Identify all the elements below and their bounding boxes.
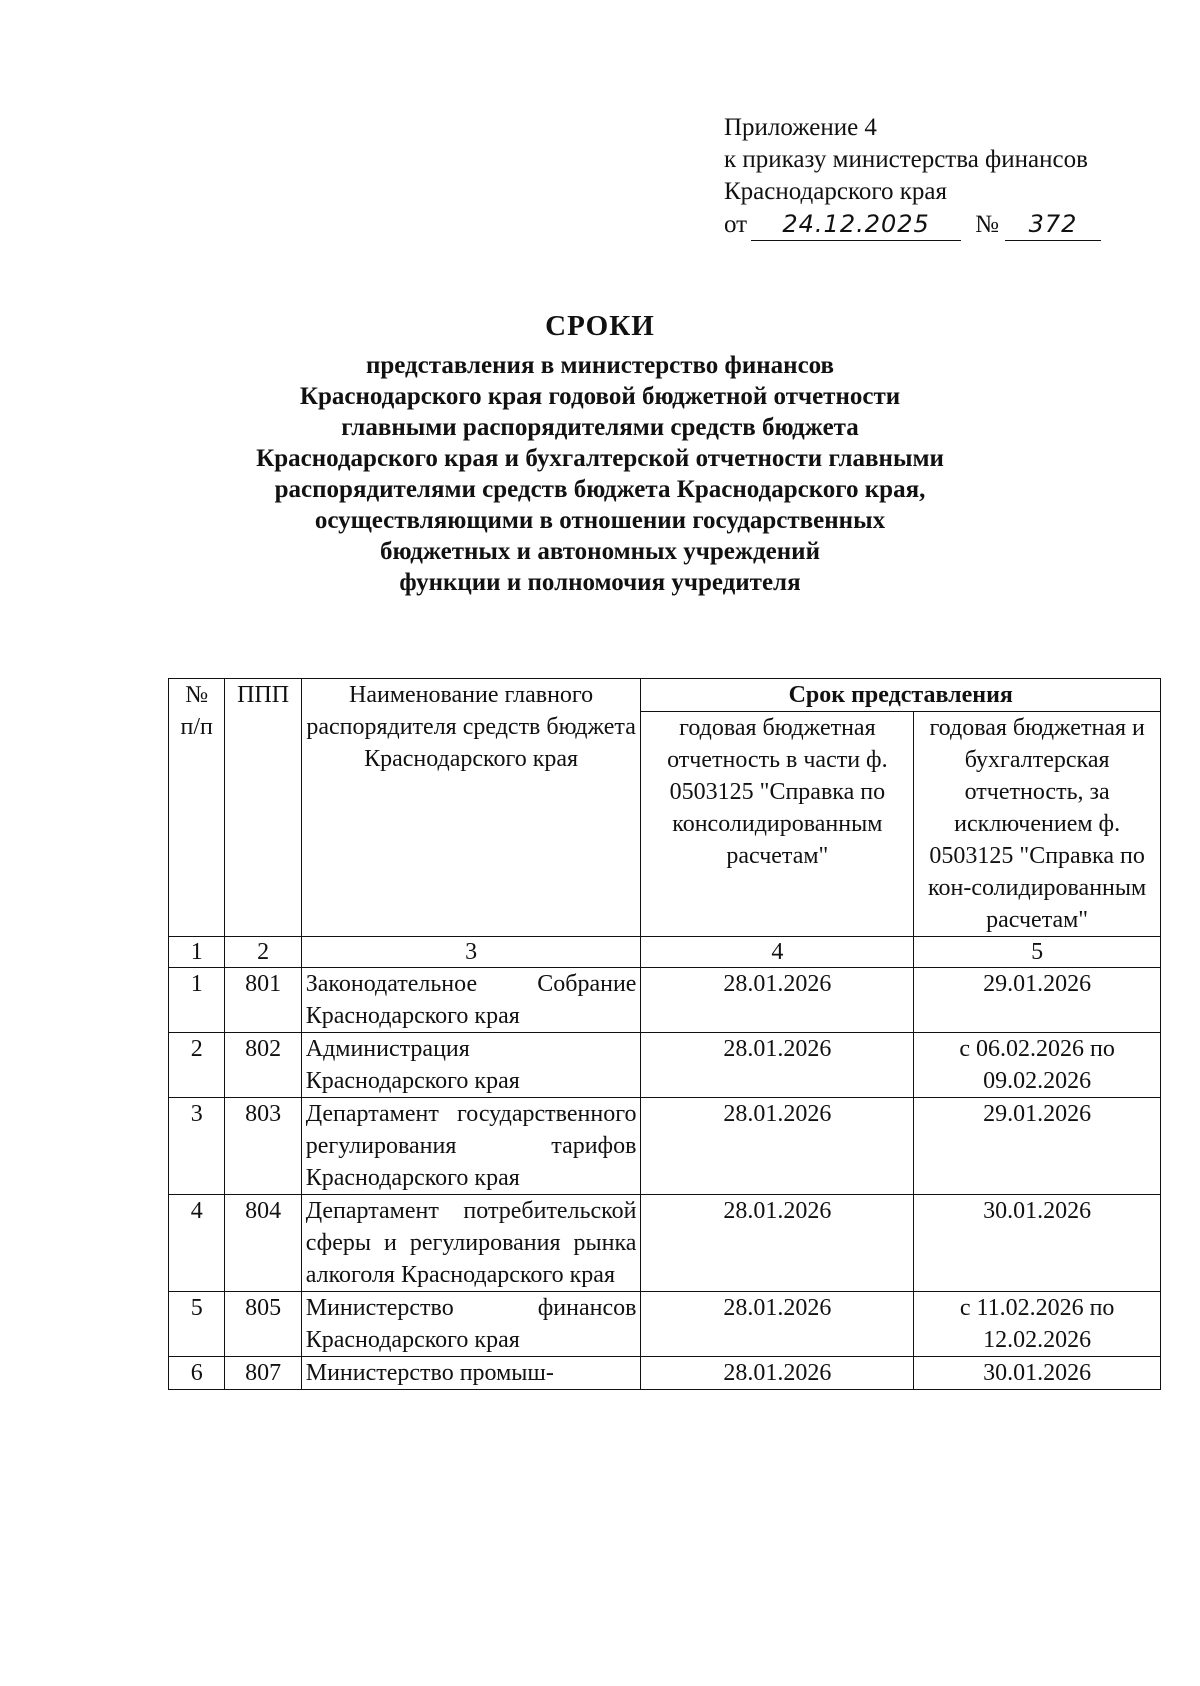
- row-name: Администрация Краснодарского края: [301, 1033, 641, 1098]
- column-number: 2: [225, 937, 301, 968]
- handwritten-number: 372: [1005, 208, 1101, 241]
- subtitle-line: осуществляющими в отношении государственных: [314, 507, 886, 534]
- row-ppp: 801: [225, 968, 301, 1033]
- handwritten-date: 24.12.2025: [751, 208, 961, 241]
- row-ppp: 802: [225, 1033, 301, 1098]
- table-row: [169, 1357, 1161, 1390]
- column-number: 1: [169, 937, 225, 968]
- row-deadline-other: с 06.02.2026 по 09.02.2026: [914, 1033, 1161, 1098]
- annex-region: Краснодарского края: [724, 178, 947, 205]
- row-ppp: 807: [225, 1357, 301, 1390]
- row-ppp: 804: [225, 1195, 301, 1292]
- header-col5: годовая бюджетная и бухгалтерская отчетность, за исключением ф. 0503125 "Справка по кон-солидированным расчетам": [914, 712, 1161, 937]
- number-label: №: [975, 211, 999, 238]
- row-deadline-other: 30.01.2026: [914, 1357, 1161, 1390]
- row-num: 6: [169, 1357, 225, 1390]
- row-deadline-0503125: 28.01.2026: [641, 1195, 914, 1292]
- row-deadline-other: с 11.02.2026 по 12.02.2026: [914, 1292, 1161, 1357]
- subtitle-line: функции и полномочия учредителя: [399, 569, 801, 596]
- row-name: Министерство финансов Краснодарского края: [301, 1292, 641, 1357]
- row-deadline-0503125: 28.01.2026: [641, 1292, 914, 1357]
- column-number: 5: [914, 937, 1161, 968]
- column-number: 4: [641, 937, 914, 968]
- row-num: 1: [169, 968, 225, 1033]
- header-name: Наименование главного распорядителя средств бюджета Краснодарского края: [301, 679, 641, 937]
- row-name: Департамент государственного регулирования тарифов Краснодарского края: [301, 1098, 641, 1195]
- column-number: 3: [301, 937, 641, 968]
- header-deadline-group: Срок представления: [641, 679, 1161, 712]
- table-row: [169, 1033, 1161, 1098]
- row-ppp: 803: [225, 1098, 301, 1195]
- table-row: [169, 1098, 1161, 1195]
- row-deadline-other: 29.01.2026: [914, 968, 1161, 1033]
- row-num: 5: [169, 1292, 225, 1357]
- row-name: Департамент потребительской сферы и регулирования рынка алкоголя Краснодарского края: [301, 1195, 641, 1292]
- row-name: Министерство промыш-: [301, 1357, 641, 1390]
- header-num: № п/п: [169, 679, 225, 937]
- subtitle-line: распорядителями средств бюджета Краснодарского края,: [274, 476, 926, 503]
- document-subtitle: [0, 350, 1200, 598]
- annex-date-number-line: [724, 208, 1101, 241]
- row-deadline-0503125: 28.01.2026: [641, 1033, 914, 1098]
- row-deadline-other: 29.01.2026: [914, 1098, 1161, 1195]
- row-num: 3: [169, 1098, 225, 1195]
- table-row: [169, 968, 1161, 1033]
- subtitle-line: главными распорядителями средств бюджета: [341, 414, 859, 441]
- row-deadline-0503125: 28.01.2026: [641, 1357, 914, 1390]
- annex-order-ref: к приказу министерства финансов: [724, 146, 1088, 173]
- row-ppp: 805: [225, 1292, 301, 1357]
- annex-header: [724, 112, 1101, 241]
- table-row: [169, 1195, 1161, 1292]
- subtitle-line: Краснодарского края годовой бюджетной отчетности: [299, 383, 901, 410]
- from-label: от: [724, 211, 748, 238]
- document-title: СРОКИ: [545, 310, 655, 342]
- row-num: 2: [169, 1033, 225, 1098]
- row-deadline-other: 30.01.2026: [914, 1195, 1161, 1292]
- subtitle-line: бюджетных и автономных учреждений: [380, 538, 820, 565]
- header-ppp: ППП: [225, 679, 301, 937]
- row-deadline-0503125: 28.01.2026: [641, 1098, 914, 1195]
- deadlines-table: [168, 678, 1161, 1390]
- row-deadline-0503125: 28.01.2026: [641, 968, 914, 1033]
- row-num: 4: [169, 1195, 225, 1292]
- header-col4: годовая бюджетная отчетность в части ф. 0503125 "Справка по консолидированным расчетам": [641, 712, 914, 937]
- row-name: Законодательное Собрание Краснодарского края: [301, 968, 641, 1033]
- table-row: [169, 1292, 1161, 1357]
- annex-title: Приложение 4: [724, 114, 877, 141]
- column-number-row: [169, 937, 1161, 968]
- table-header-row: [169, 679, 1161, 712]
- subtitle-line: Краснодарского края и бухгалтерской отчетности главными: [256, 445, 944, 472]
- subtitle-line: представления в министерство финансов: [365, 352, 835, 379]
